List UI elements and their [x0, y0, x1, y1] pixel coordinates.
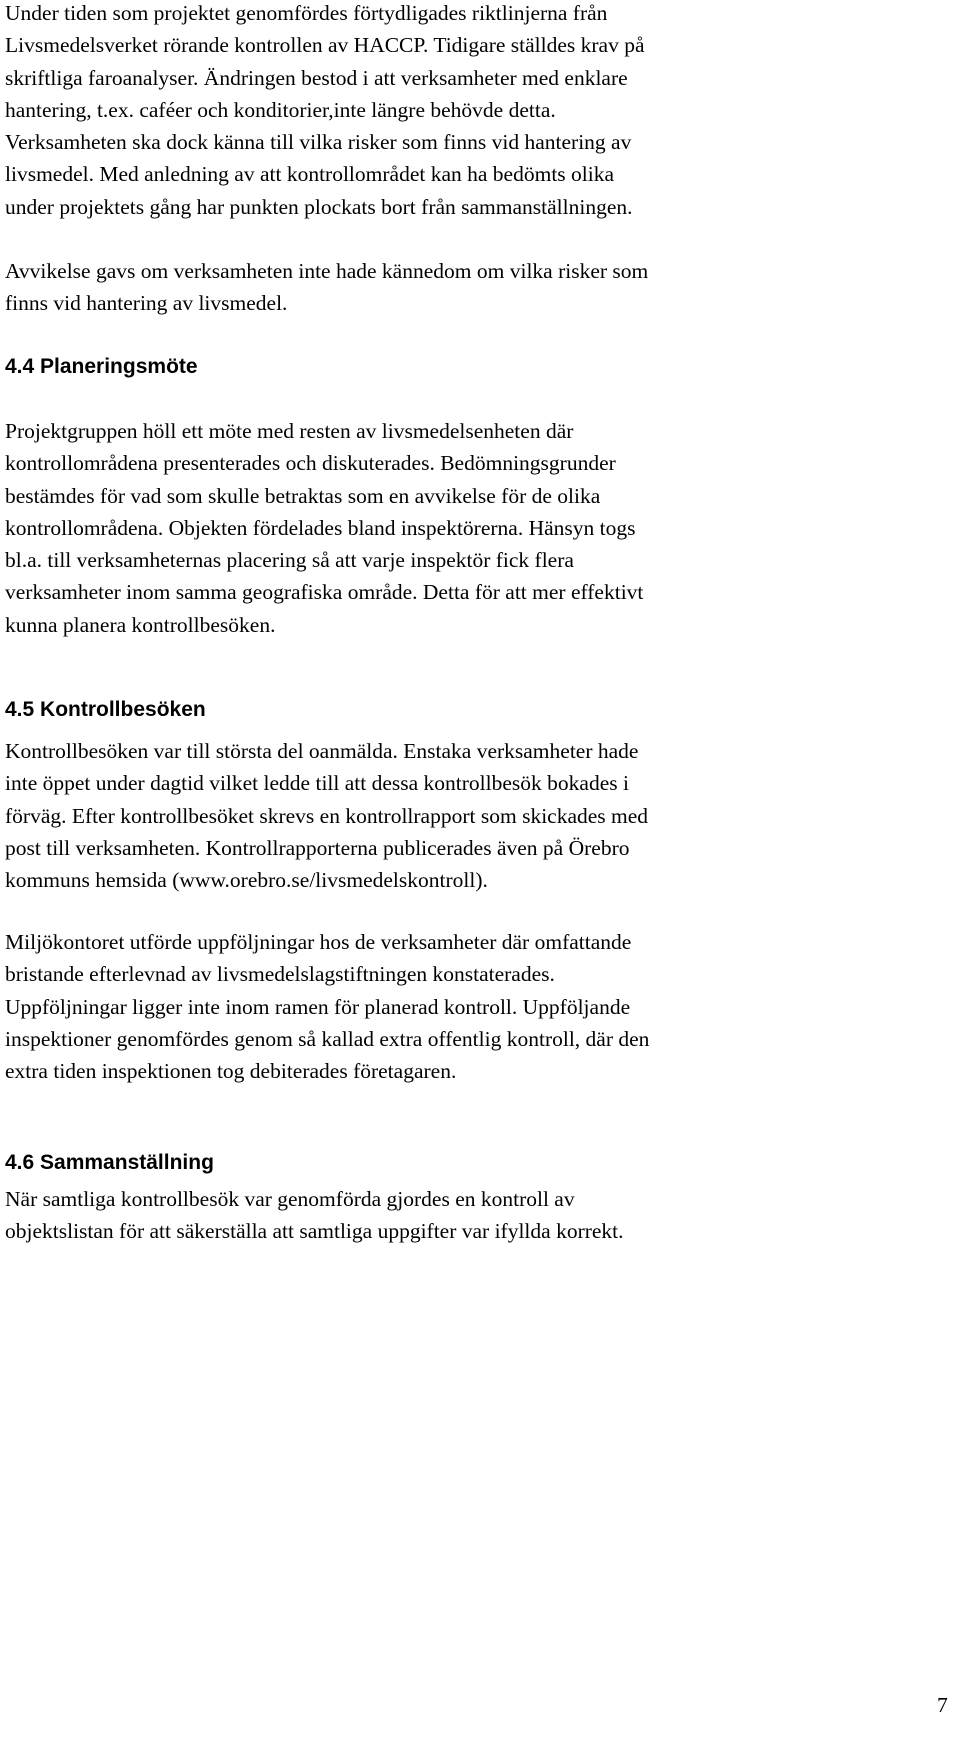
text-line: extra tiden inspektionen tog debiterades företagaren.	[5, 1059, 457, 1084]
text-line: Projektgruppen höll ett möte med resten av livsmedelsenheten där	[5, 419, 574, 443]
text-line: förväg. Efter kontrollbesöket skrevs en kontrollrapport som skickades med	[5, 803, 649, 828]
text-line: skriftliga faroanalyser. Ändringen bestod i att verksamheter med enklare	[5, 65, 628, 90]
section-heading-4-4: 4.4 Planeringsmöte	[5, 355, 198, 378]
page-number: 7	[937, 1693, 948, 1717]
section-4-6-paragraph	[5, 1183, 624, 1248]
text-line: kontrollområdena presenterades och diskuterades. Bedömningsgrunder	[5, 451, 616, 476]
intro-paragraph-1	[5, 0, 645, 223]
text-line: Miljökontoret utförde uppföljningar hos de verksamheter där omfattande	[5, 930, 632, 954]
text-line: finns vid hantering av livsmedel.	[5, 291, 288, 316]
section-4-5-paragraph-1	[5, 735, 648, 896]
text-line: kontrollområdena. Objekten fördelades bland inspektörerna. Hänsyn togs	[5, 515, 636, 540]
text-line: inspektioner genomfördes genom så kallad extra offentlig kontroll, där den	[5, 1026, 650, 1051]
text-line: kunna planera kontrollbesöken.	[5, 612, 276, 637]
text-line: verksamheter inom samma geografiska område. Detta för att mer effektivt	[5, 580, 644, 605]
text-line: Avvikelse gavs om verksamheten inte hade kännedom om vilka risker som	[5, 259, 649, 283]
text-line: post till verksamheten. Kontrollrapporterna publicerades även på Örebro	[5, 835, 630, 860]
section-heading-4-6: 4.6 Sammanställning	[5, 1151, 214, 1174]
text-line: inte öppet under dagtid vilket ledde till att dessa kontrollbesök bokades i	[5, 771, 629, 796]
section-4-4-paragraph	[5, 415, 643, 641]
text-line: När samtliga kontrollbesök var genomförda gjordes en kontroll av	[5, 1187, 575, 1211]
text-line: hantering, t.ex. caféer och konditorier,inte längre behövde detta.	[5, 97, 556, 122]
text-line: Under tiden som projektet genomfördes förtydligades riktlinjerna från	[5, 1, 608, 25]
text-line: Uppföljningar ligger inte inom ramen för planerad kontroll. Uppföljande	[5, 994, 631, 1019]
text-line: bl.a. till verksamheternas placering så att varje inspektör fick flera	[5, 548, 574, 573]
text-line: kommuns hemsida (www.orebro.se/livsmedelskontroll).	[5, 868, 488, 893]
text-line: bristande efterlevnad av livsmedelslagstiftningen konstaterades.	[5, 962, 555, 987]
text-line: objektslistan för att säkerställa att samtliga uppgifter var ifyllda korrekt.	[5, 1219, 624, 1244]
section-heading-4-5: 4.5 Kontrollbesöken	[5, 698, 206, 721]
text-line: Kontrollbesöken var till största del oanmälda. Enstaka verksamheter hade	[5, 739, 639, 763]
intro-paragraph-2	[5, 255, 648, 320]
text-line: under projektets gång har punkten plockats bort från sammanställningen.	[5, 194, 633, 219]
section-4-5-paragraph-2	[5, 926, 649, 1087]
text-line: bestämdes för vad som skulle betraktas som en avvikelse för de olika	[5, 483, 601, 508]
text-line: Verksamheten ska dock känna till vilka risker som finns vid hantering av	[5, 130, 632, 155]
text-line: livsmedel. Med anledning av att kontrollområdet kan ha bedömts olika	[5, 162, 615, 187]
text-line: Livsmedelsverket rörande kontrollen av HACCP. Tidigare ställdes krav på	[5, 33, 645, 58]
